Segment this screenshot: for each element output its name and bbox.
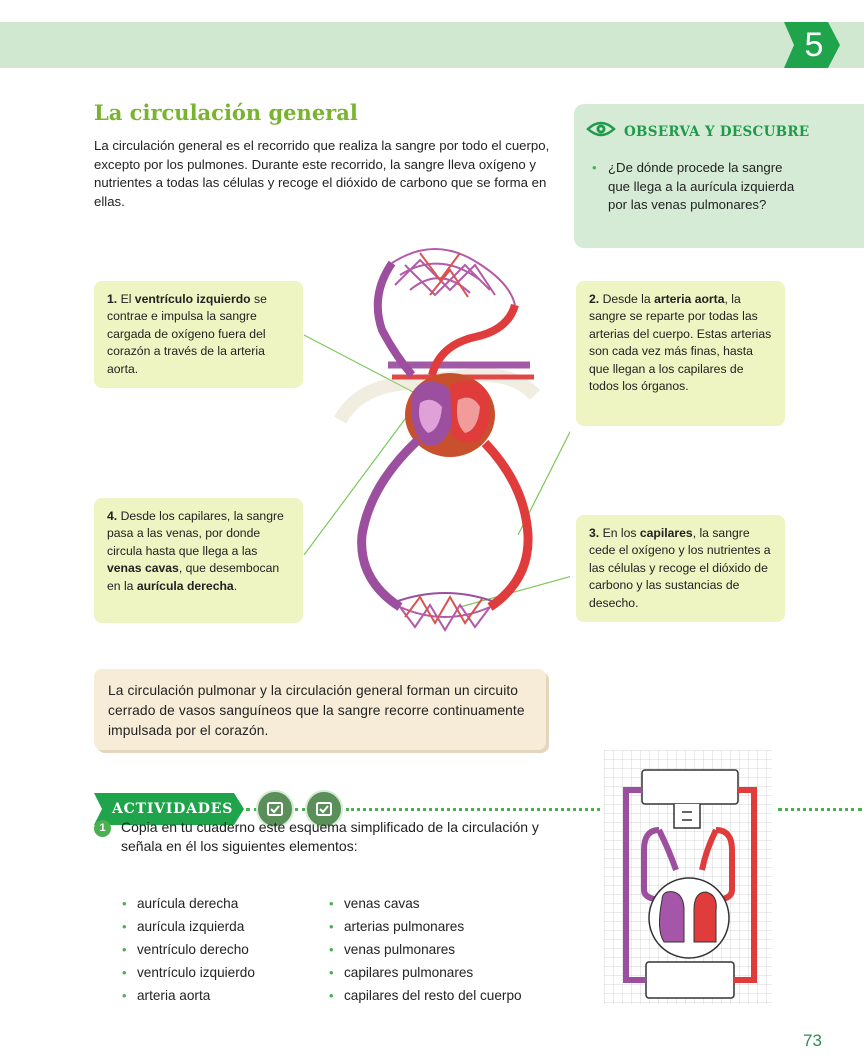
list-item-text: aurícula derecha (137, 896, 239, 911)
step-box-4 (94, 498, 303, 623)
step-keyword: arteria aorta (654, 292, 725, 306)
step-box-3 (576, 515, 785, 622)
step-text: En los (602, 526, 640, 540)
list-item-text: arteria aorta (137, 988, 211, 1003)
bullet: • (329, 896, 334, 911)
head-capillaries (392, 249, 515, 305)
eye-icon (586, 120, 616, 143)
bullet: • (122, 965, 127, 980)
element-list-right (329, 892, 522, 1007)
task-text: Copia en tu cuaderno este esquema simplificado de la circulación y señala en él los siguientes elementos: (121, 819, 539, 854)
step-text: , que desembocan en la (107, 561, 280, 593)
list-item (329, 892, 522, 915)
leader-line-4 (304, 415, 408, 555)
list-item (122, 892, 255, 915)
bullet: • (122, 919, 127, 934)
bullet: • (329, 919, 334, 934)
step-number: 2. (589, 292, 600, 306)
body-box (646, 962, 734, 998)
list-item-text: venas cavas (344, 896, 420, 911)
list-item-text: capilares pulmonares (344, 965, 474, 980)
step-box-1 (94, 281, 303, 388)
bullet: • (329, 965, 334, 980)
dotted-line (295, 808, 305, 811)
list-item (122, 938, 255, 961)
step-keyword: ventrículo izquierdo (134, 292, 251, 306)
step-keyword: venas cavas (107, 561, 179, 576)
list-item-text: capilares del resto del cuerpo (344, 988, 522, 1003)
step-text: El (120, 292, 135, 306)
step-text: Desde la (602, 292, 655, 306)
section-title: La circulación general (94, 100, 358, 125)
step-text: . (233, 578, 238, 593)
lungs-box (642, 770, 738, 804)
page-number: 73 (803, 1031, 822, 1050)
bullet: • (329, 988, 334, 1003)
bullet: • (122, 896, 127, 911)
list-item (122, 915, 255, 938)
list-item (122, 961, 255, 984)
header-band (0, 22, 864, 68)
step-number: 1. (107, 292, 118, 306)
step-text: Desde los capilares, la sangre pasa a las venas, por donde circula hasta que llega a las (107, 509, 284, 558)
bullet: • (122, 988, 127, 1003)
activities-label: ACTIVIDADES (112, 801, 234, 817)
task-number: 1 (94, 820, 111, 837)
section-intro: La circulación general es el recorrido que realiza la sangre por todo el cuerpo, excepto por los pulmones. Durante este recorrido, la sangre lleva oxígeno y nutrientes a todas las células y recoge el dióxido de carbono que se forma en ellas. (94, 138, 550, 209)
summary-box: La circulación pulmonar y la circulación general forman un circuito cerrado de vasos sanguíneos que la sangre recorre continuamente impulsada por el corazón. (94, 669, 546, 750)
step-number: 3. (589, 526, 600, 540)
dotted-line (346, 808, 600, 811)
step-text: , la sangre cede el oxígeno y los nutrientes a las células y recoge el dióxido de carbono y las sustancias de desecho. (589, 526, 771, 610)
observa-panel (574, 104, 864, 248)
list-item-text: venas pulmonares (344, 942, 456, 957)
chapter-number: 5 (804, 26, 824, 64)
element-list-left (122, 892, 255, 1007)
step-text: , la sangre se reparte por todas las arterias del cuerpo. Estas arterias son cada vez más finas, hasta que llegan a los capilares de todos los órganos. (589, 292, 772, 394)
observa-question (592, 159, 808, 215)
circulation-diagram (300, 235, 570, 645)
list-item-text: arterias pulmonares (344, 919, 465, 934)
list-item (329, 984, 522, 1007)
step-box-2 (576, 281, 785, 426)
dotted-line (778, 808, 862, 811)
list-item (329, 961, 522, 984)
list-item (329, 915, 522, 938)
chapter-badge (784, 22, 840, 68)
question-text: ¿De dónde procede la sangre que llega a la aurícula izquierda por las venas pulmonares? (608, 160, 795, 212)
step-keyword: aurícula derecha (136, 578, 234, 593)
observa-title: OBSERVA Y DESCUBRE (624, 123, 810, 140)
circulation-scheme (604, 750, 772, 1004)
step-number: 4. (107, 509, 118, 523)
list-item-text: ventrículo izquierdo (137, 965, 255, 980)
list-item-text: aurícula izquierda (137, 919, 245, 934)
list-item (329, 938, 522, 961)
list-item (122, 984, 255, 1007)
bullet: • (592, 160, 597, 175)
body-capillaries (398, 593, 492, 630)
step-keyword: capilares (639, 526, 693, 540)
list-item-text: ventrículo derecho (137, 942, 249, 957)
bullet: • (122, 942, 127, 957)
bullet: • (329, 942, 334, 957)
step-text: se contrae e impulsa la sangre cargada de oxígeno fuera del corazón a través de la arteria aorta. (107, 292, 267, 376)
